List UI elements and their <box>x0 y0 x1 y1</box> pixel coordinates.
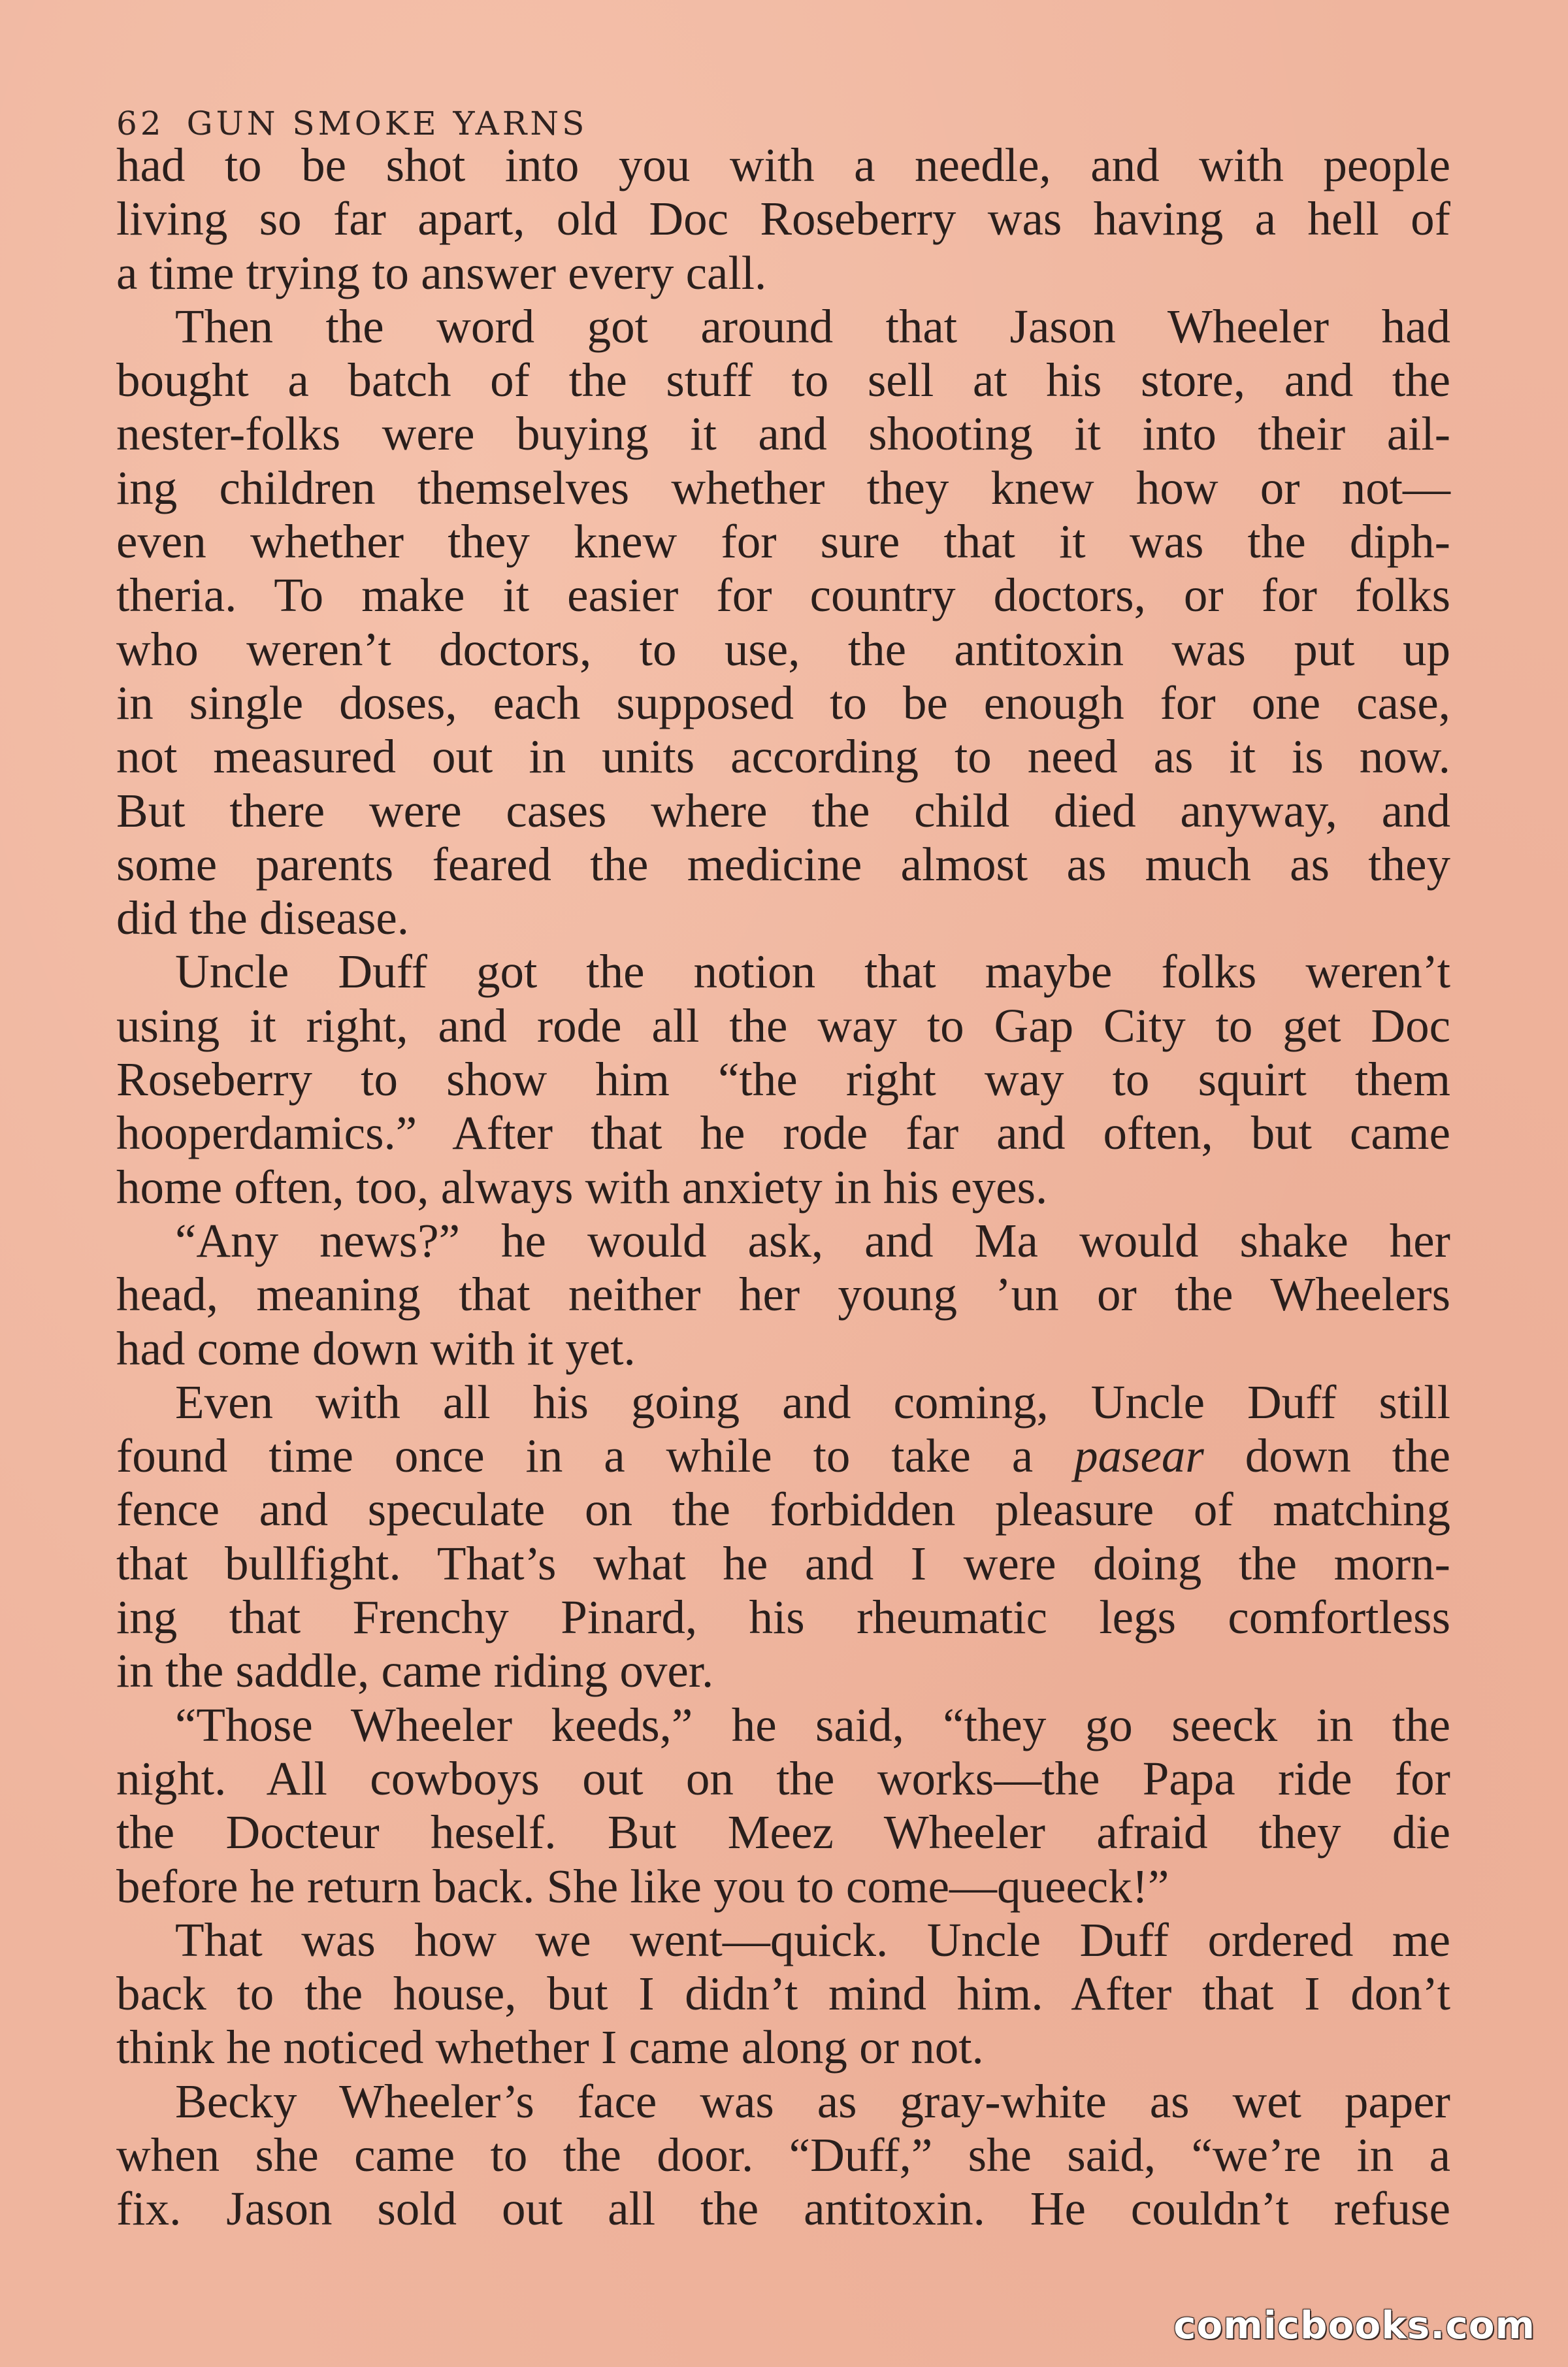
page-number: 62 <box>116 105 165 142</box>
text-line: ing children themselves whether they knew how or not— <box>116 461 1450 514</box>
text-line: when she came to the door. “Duff,” she said, “we’re in a <box>116 2128 1450 2181</box>
text-line: had come down with it yet. <box>116 1321 636 1375</box>
text-line: But there were cases where the child died anyway, and <box>116 784 1450 837</box>
text-line: even whether they knew for sure that it was the diph- <box>116 515 1450 569</box>
paragraph <box>116 1214 1450 1376</box>
text-line: night. All cowboys out on the works—the Papa ride for <box>116 1751 1450 1805</box>
paragraph <box>116 1698 1450 1913</box>
text-line: “Any news?” he would ask, and Ma would shake her <box>175 1214 1450 1267</box>
text-line: Becky Wheeler’s face was as gray-white as wet paper <box>175 2074 1450 2128</box>
text-line: think he noticed whether I came along or not. <box>116 2021 984 2074</box>
paragraph <box>116 1913 1450 2075</box>
italic-word: pasear <box>1074 1429 1204 1483</box>
paragraph <box>116 2075 1450 2236</box>
text-line: hooperdamics.” After that he rode far and often, but came <box>116 1106 1450 1160</box>
running-header <box>116 105 587 142</box>
text-line: living so far apart, old Doc Roseberry was having a hell of <box>116 192 1450 246</box>
text-line: who weren’t doctors, to use, the antitoxin was put up <box>116 622 1450 676</box>
watermark: comicbooks.com <box>1173 2303 1535 2347</box>
text-line: fix. Jason sold out all the antitoxin. He couldn’t refuse <box>116 2182 1450 2236</box>
paragraph <box>116 139 1450 300</box>
text-line: Roseberry to show him “the right way to squirt them <box>116 1053 1450 1106</box>
text-line: nester-folks were buying it and shooting it into their ail- <box>116 407 1450 461</box>
paragraph <box>116 300 1450 946</box>
text-line: in the saddle, came riding over. <box>116 1644 714 1698</box>
text-line: some parents feared the medicine almost as much as they <box>116 837 1450 891</box>
text-line: back to the house, but I didn’t mind him. After that I don’t <box>116 1967 1450 2021</box>
text-line: bought a batch of the stuff to sell at his store, and the <box>116 354 1450 407</box>
text-line: had to be shot into you with a needle, and with people <box>116 139 1450 191</box>
text-line: That was how we went—quick. Uncle Duff ordered me <box>175 1913 1450 1966</box>
text-line: the Docteur heself. But Meez Wheeler afraid they die <box>116 1806 1450 1859</box>
text-line: in single doses, each supposed to be enough for one case, <box>116 676 1450 729</box>
text-line: did the disease. <box>116 891 410 945</box>
text-line: Then the word got around that Jason Wheeler had <box>175 299 1450 353</box>
text-line: using it right, and rode all the way to Gap City to get Doc <box>116 999 1450 1052</box>
text-line: head, meaning that neither her young ’un or the Wheelers <box>116 1268 1450 1321</box>
text-line: a time trying to answer every call. <box>116 246 767 299</box>
text-line: fence and speculate on the forbidden pleasure of matching <box>116 1483 1450 1536</box>
body-text <box>116 139 1450 2236</box>
text-line: not measured out in units according to need as it is now. <box>116 730 1450 784</box>
text-line: that bullfight. That’s what he and I were doing the morn- <box>116 1536 1450 1590</box>
running-title: GUN SMOKE YARNS <box>186 105 588 142</box>
text-line: “Those Wheeler keeds,” he said, “they go seeck in the <box>175 1698 1450 1751</box>
paragraph <box>116 945 1450 1214</box>
text-line: before he return back. She like you to come—queeck!” <box>116 1859 1169 1913</box>
text-line: Even with all his going and coming, Uncle Duff still <box>175 1375 1450 1429</box>
paragraph <box>116 1376 1450 1698</box>
text-line: home often, too, always with anxiety in his eyes. <box>116 1160 1048 1214</box>
text-line: theria. To make it easier for country doctors, or for folks <box>116 569 1450 622</box>
text-line: Uncle Duff got the notion that maybe folks weren’t <box>175 945 1450 999</box>
text-line: ing that Frenchy Pinard, his rheumatic legs comfortless <box>116 1591 1450 1644</box>
text-line: found time once in a while to take a pasear down the <box>116 1429 1450 1483</box>
